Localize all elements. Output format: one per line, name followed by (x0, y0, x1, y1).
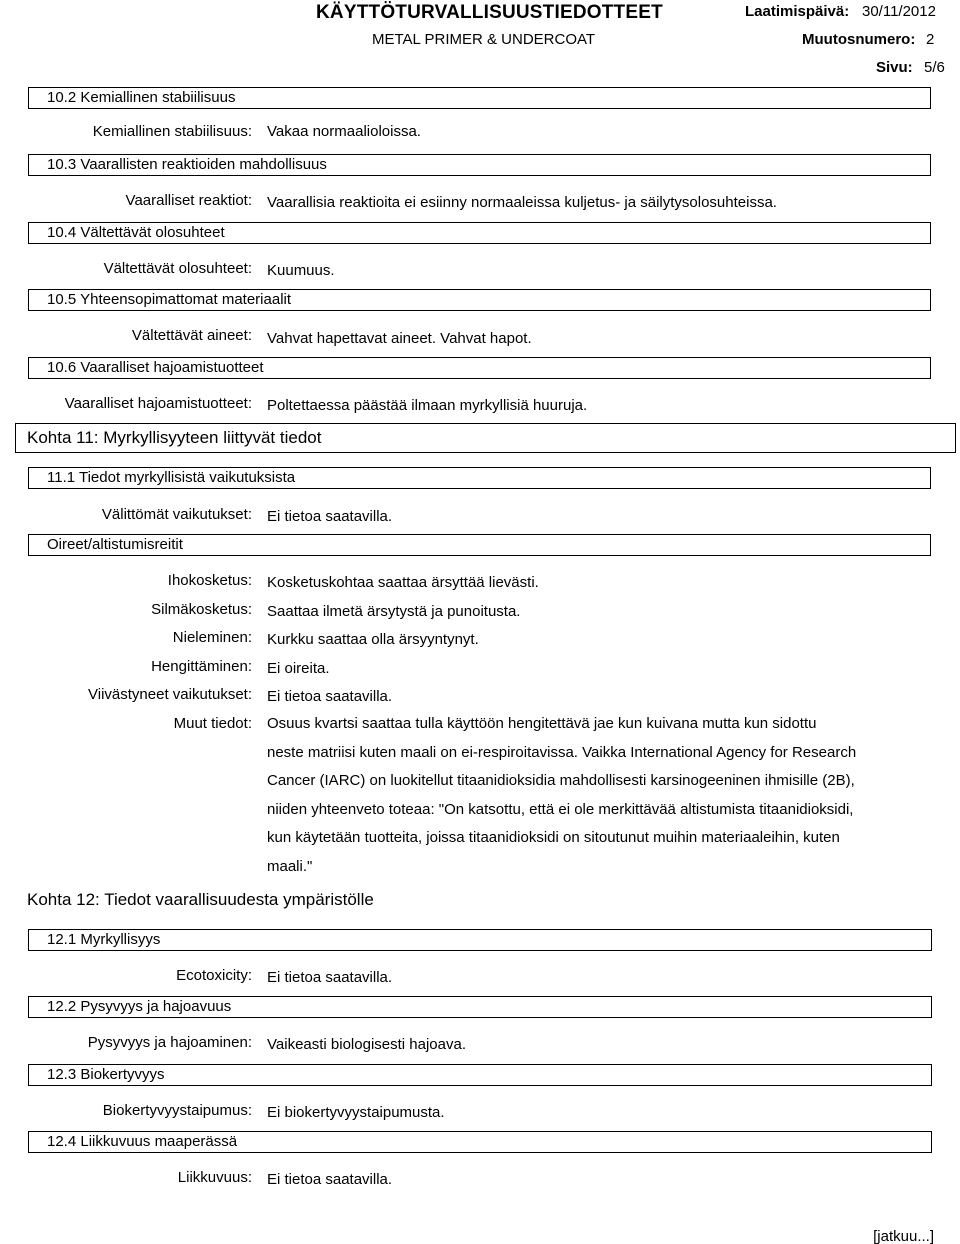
field-value: Kurkku saattaa olla ärsyyntynyt. (267, 631, 479, 648)
field-label: Vaaralliset reaktiot: (125, 192, 252, 209)
subsection-heading-12-3: 12.3 Biokertyvyys (28, 1064, 932, 1086)
product-name: METAL PRIMER & UNDERCOAT (372, 31, 596, 48)
field-value: Vahvat hapettavat aineet. Vahvat hapot. (267, 330, 532, 347)
field-label: Vältettävät olosuhteet: (103, 260, 252, 277)
field-label: Ecotoxicity: (176, 967, 252, 984)
field-value: Ei tietoa saatavilla. (267, 1171, 393, 1188)
page-value: 5/6 (924, 59, 945, 76)
field-value: Vaikeasti biologisesti hajoava. (267, 1036, 467, 1053)
date-value: 30/11/2012 (862, 3, 936, 20)
field-value: Poltettaessa päästää ilmaan myrkyllisiä huuruja. (267, 397, 588, 414)
subsection-heading-routes: Oireet/altistumisreitit (28, 534, 931, 556)
field-value: Saattaa ilmetä ärsytystä ja punoitusta. (267, 603, 521, 620)
other-info-paragraph: Osuus kvartsi saattaa tulla käyttöön hengitettävä jae kun kuivana mutta kun sidottu neste matriisi kuten maali on ei-respiroitavissa. Vaikka International Agency for Research Cancer (IARC) on luokitellut titaanidioksidia mahdollisesti karsinogeeninen ihmisille (2B), niiden yhteenveto toteaa: "On katsottu, että ei ole merkittävää altistumista titaanidioksidi, kun käytetään tuotteita, joissa titaanidioksidi on sitoutunut muihin materiaaleihin, kuten maali." (267, 715, 857, 875)
revision-label: Muutosnumero: (802, 31, 916, 48)
field-label: Muut tiedot: (173, 715, 252, 732)
section-heading-12: Kohta 12: Tiedot vaarallisuudesta ympäristölle (27, 890, 374, 909)
subsection-heading-10-6: 10.6 Vaaralliset hajoamistuotteet (28, 357, 931, 379)
field-label: Viivästyneet vaikutukset: (88, 686, 252, 703)
field-label: Hengittäminen: (151, 658, 252, 675)
field-value: Kosketuskohtaa saattaa ärsyttää lievästi. (267, 574, 539, 591)
field-label: Vaaralliset hajoamistuotteet: (64, 395, 252, 412)
field-value: Ei biokertyvyystaipumusta. (267, 1104, 445, 1121)
field-value: Ei tietoa saatavilla. (267, 508, 393, 525)
revision-value: 2 (926, 31, 935, 48)
subsection-heading-12-1: 12.1 Myrkyllisyys (28, 929, 932, 951)
page-label: Sivu: (876, 59, 913, 76)
field-label: Silmäkosketus: (151, 601, 252, 618)
field-label: Ihokosketus: (167, 572, 252, 589)
field-value: Ei oireita. (267, 660, 330, 677)
field-value: Ei tietoa saatavilla. (267, 688, 393, 705)
date-label: Laatimispäivä: (745, 3, 850, 20)
field-label: Välittömät vaikutukset: (101, 506, 252, 523)
field-value: Ei tietoa saatavilla. (267, 969, 393, 986)
field-label: Vältettävät aineet: (131, 327, 252, 344)
subsection-heading-10-2: 10.2 Kemiallinen stabiilisuus (28, 87, 931, 109)
document-title: KÄYTTÖTURVALLISUUSTIEDOTTEET (316, 2, 663, 23)
field-label: Pysyvyys ja hajoaminen: (87, 1034, 252, 1051)
field-label: Liikkuvuus: (177, 1169, 252, 1186)
section-heading-11: Kohta 11: Myrkyllisyyteen liittyvät tiedot (15, 423, 956, 453)
field-label: Nieleminen: (172, 629, 252, 646)
field-value: Kuumuus. (267, 262, 335, 279)
field-label: Kemiallinen stabiilisuus: (92, 123, 252, 140)
subsection-heading-12-2: 12.2 Pysyvyys ja hajoavuus (28, 996, 932, 1018)
field-value: Vakaa normaalioloissa. (267, 123, 421, 140)
subsection-heading-10-5: 10.5 Yhteensopimattomat materiaalit (28, 289, 931, 311)
subsection-heading-10-3: 10.3 Vaarallisten reaktioiden mahdollisuus (28, 154, 931, 176)
subsection-heading-12-4: 12.4 Liikkuvuus maaperässä (28, 1131, 932, 1153)
continued-marker: [jatkuu...] (873, 1228, 934, 1244)
field-label: Biokertyvyystaipumus: (102, 1102, 252, 1119)
field-value: Vaarallisia reaktioita ei esiinny normaaleissa kuljetus- ja säilytysolosuhteissa. (267, 194, 777, 211)
subsection-heading-10-4: 10.4 Vältettävät olosuhteet (28, 222, 931, 244)
subsection-heading-11-1: 11.1 Tiedot myrkyllisistä vaikutuksista (28, 467, 931, 489)
